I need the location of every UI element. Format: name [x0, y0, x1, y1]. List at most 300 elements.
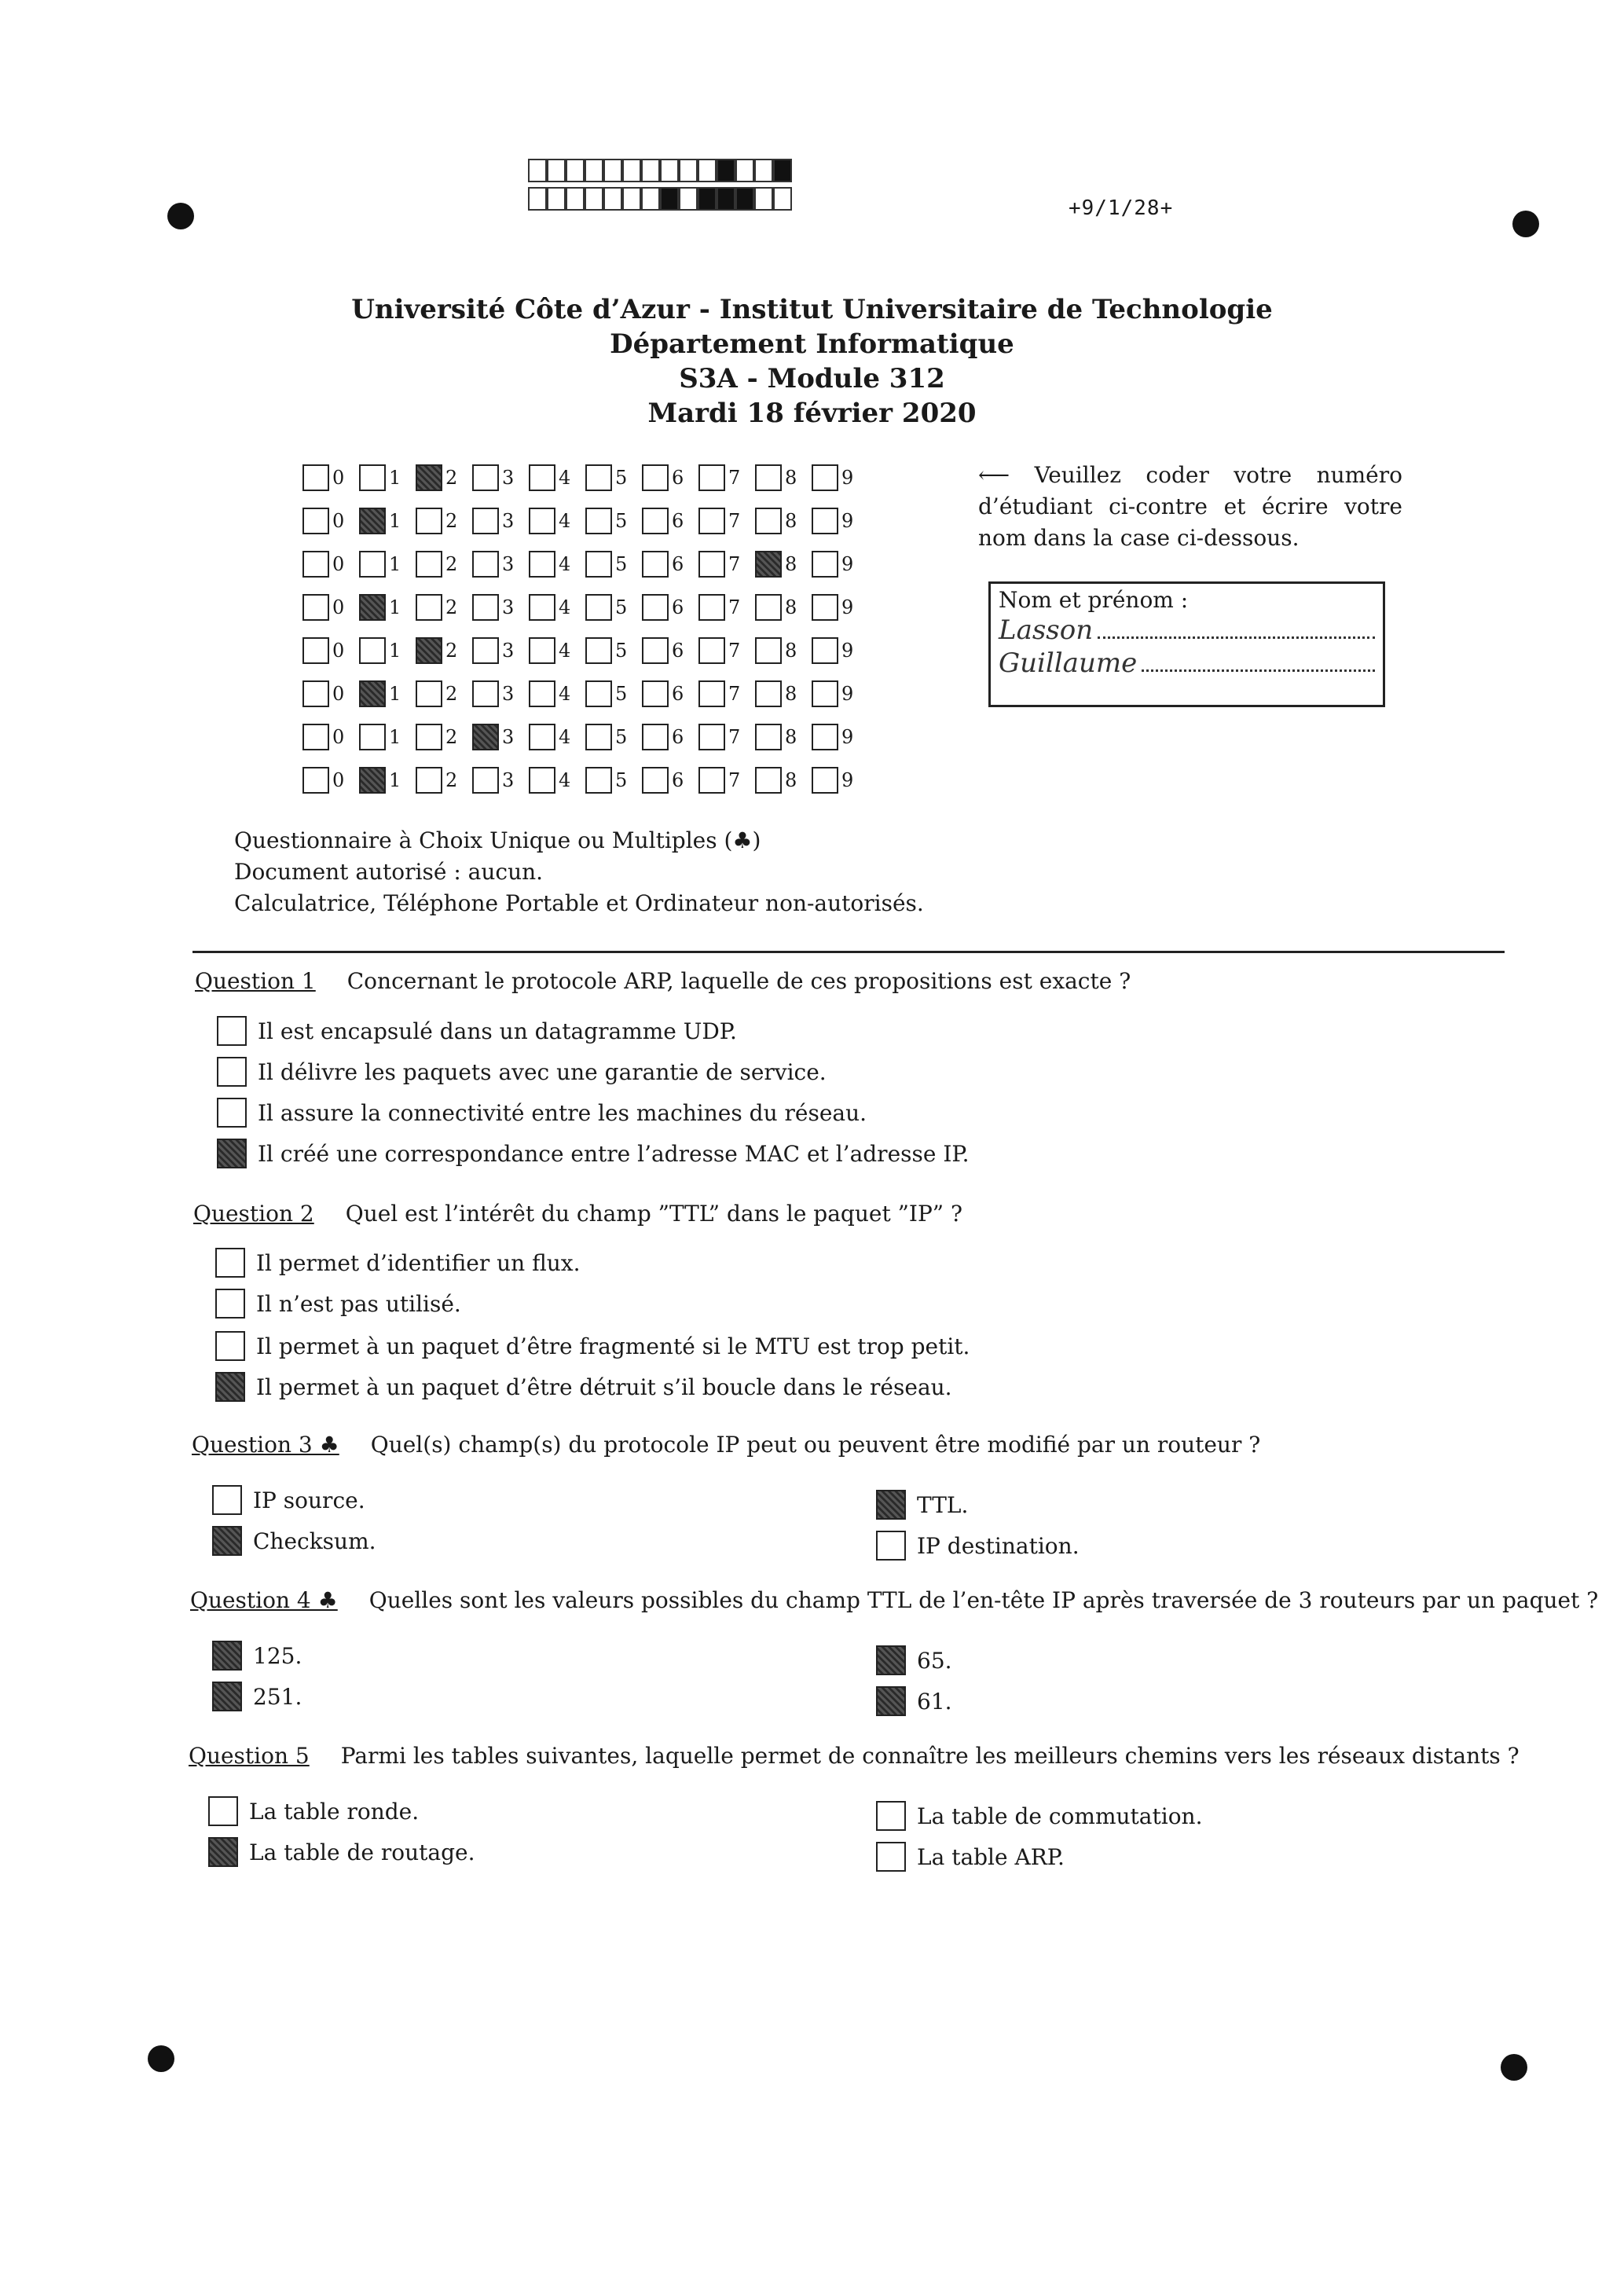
answer-option[interactable] [215, 1289, 461, 1319]
checkbox[interactable] [585, 508, 612, 534]
digit-label: 5 [615, 639, 628, 662]
checkbox[interactable] [529, 551, 555, 578]
digit-label: 5 [615, 552, 628, 575]
digit-label: 9 [841, 466, 854, 489]
checkbox-checked[interactable] [359, 594, 386, 621]
digit-label: 0 [332, 682, 345, 705]
checkbox[interactable] [585, 464, 612, 491]
checkbox-checked[interactable] [212, 1641, 242, 1671]
barcode-cell [698, 187, 717, 211]
instructions-text: Veuillez coder votre numéro d’étudiant ci-contre et écrire votre nom dans la case ci-dessous. [978, 462, 1402, 551]
id-digit-option [302, 767, 359, 794]
id-digit-option [472, 637, 529, 664]
digit-label: 4 [559, 639, 571, 662]
answer-text: La table de commutation. [917, 1803, 1203, 1829]
checkbox[interactable] [215, 1331, 245, 1361]
digit-label: 0 [332, 725, 345, 748]
name-box[interactable] [988, 581, 1385, 707]
checkbox[interactable] [302, 680, 329, 707]
checkbox[interactable] [812, 680, 838, 707]
answer-text: 125. [253, 1642, 302, 1669]
digit-label: 7 [728, 552, 741, 575]
barcode-cell [660, 159, 679, 182]
answer-option[interactable] [876, 1801, 1203, 1831]
digit-label: 8 [785, 639, 797, 662]
id-digit-option [416, 594, 472, 621]
digit-label: 2 [445, 725, 458, 748]
handwritten-first-name: Guillaume [999, 647, 1138, 679]
checkbox[interactable] [302, 594, 329, 621]
id-digit-option [812, 464, 868, 491]
answer-option[interactable] [215, 1372, 952, 1402]
checkbox[interactable] [212, 1485, 242, 1515]
digit-label: 9 [841, 509, 854, 532]
barcode-row-2 [528, 187, 792, 211]
digit-label: 7 [728, 509, 741, 532]
checkbox-checked[interactable] [208, 1837, 238, 1867]
question-4-header [190, 1587, 1598, 1613]
answer-option[interactable] [208, 1837, 475, 1867]
barcode-cell [528, 159, 547, 182]
digit-label: 4 [559, 466, 571, 489]
id-digit-option [529, 508, 585, 534]
id-digit-option [812, 637, 868, 664]
id-digit-row [302, 499, 868, 542]
checkbox[interactable] [755, 724, 782, 750]
checkbox-checked[interactable] [472, 724, 499, 750]
checkbox-checked[interactable] [416, 464, 442, 491]
digit-label: 1 [389, 768, 401, 791]
checkbox-checked[interactable] [416, 637, 442, 664]
question-label: Question 3 ♣ [192, 1432, 339, 1458]
checkbox[interactable] [302, 551, 329, 578]
answer-option[interactable] [215, 1248, 580, 1278]
id-digit-option [416, 637, 472, 664]
barcode-cell [735, 187, 754, 211]
id-digit-row [302, 542, 868, 585]
checkbox[interactable] [812, 724, 838, 750]
checkbox[interactable] [208, 1796, 238, 1826]
digit-label: 6 [672, 552, 684, 575]
checkbox[interactable] [416, 680, 442, 707]
id-digit-option [359, 637, 416, 664]
checkbox[interactable] [755, 594, 782, 621]
id-digit-option [585, 551, 642, 578]
checkbox[interactable] [812, 508, 838, 534]
digit-label: 1 [389, 725, 401, 748]
barcode-cell [773, 187, 792, 211]
digit-label: 3 [502, 725, 515, 748]
checkbox[interactable] [359, 724, 386, 750]
checkbox[interactable] [755, 680, 782, 707]
digit-label: 8 [785, 466, 797, 489]
answer-text: 65. [917, 1647, 952, 1674]
digit-label: 3 [502, 639, 515, 662]
id-digit-option [755, 594, 812, 621]
digit-label: 6 [672, 639, 684, 662]
digit-label: 1 [389, 639, 401, 662]
checkbox[interactable] [585, 637, 612, 664]
digit-label: 1 [389, 466, 401, 489]
digit-label: 1 [389, 682, 401, 705]
id-digit-option [416, 551, 472, 578]
checkbox[interactable] [416, 724, 442, 750]
answer-option[interactable] [217, 1057, 827, 1087]
checkbox-checked[interactable] [755, 551, 782, 578]
answer-option[interactable] [876, 1842, 1065, 1872]
id-digit-option [416, 464, 472, 491]
id-digit-option [812, 508, 868, 534]
digit-label: 3 [502, 596, 515, 618]
id-digit-option [529, 767, 585, 794]
checkbox[interactable] [812, 464, 838, 491]
answer-option[interactable] [876, 1490, 968, 1520]
checkbox[interactable] [359, 464, 386, 491]
name-line-1 [999, 614, 1375, 646]
checkbox[interactable] [698, 767, 725, 794]
barcode-cell [622, 159, 641, 182]
checkbox[interactable] [529, 637, 555, 664]
question-3-header [192, 1432, 1260, 1458]
barcode-cell [566, 187, 585, 211]
student-id-grid [302, 456, 868, 801]
answer-text: 61. [917, 1688, 952, 1715]
digit-label: 1 [389, 596, 401, 618]
checkbox[interactable] [698, 508, 725, 534]
checkbox-checked[interactable] [359, 508, 386, 534]
header-department: Département Informatique [610, 328, 1014, 360]
checkbox-checked[interactable] [215, 1372, 245, 1402]
digit-label: 1 [389, 509, 401, 532]
checkbox[interactable] [217, 1057, 247, 1087]
checkbox[interactable] [302, 637, 329, 664]
digit-label: 9 [841, 725, 854, 748]
answer-option[interactable] [212, 1526, 376, 1556]
id-digit-option [302, 594, 359, 621]
id-digit-option [529, 637, 585, 664]
checkbox[interactable] [472, 767, 499, 794]
checkbox[interactable] [215, 1248, 245, 1278]
checkbox[interactable] [755, 767, 782, 794]
id-digit-option [812, 551, 868, 578]
checkbox[interactable] [529, 680, 555, 707]
info-line-3: Calculatrice, Téléphone Portable et Ordinateur non-autorisés. [234, 890, 924, 916]
id-digit-option [359, 680, 416, 707]
answer-option[interactable] [208, 1796, 419, 1826]
answer-text: IP destination. [917, 1532, 1080, 1559]
id-digit-option [359, 508, 416, 534]
digit-label: 8 [785, 509, 797, 532]
checkbox[interactable] [472, 637, 499, 664]
checkbox[interactable] [416, 551, 442, 578]
digit-label: 5 [615, 466, 628, 489]
id-digit-option [755, 464, 812, 491]
digit-label: 2 [445, 466, 458, 489]
checkbox-checked[interactable] [359, 680, 386, 707]
digit-label: 8 [785, 725, 797, 748]
checkbox[interactable] [215, 1289, 245, 1319]
checkbox[interactable] [585, 767, 612, 794]
corner-mark-bottom-right [1501, 2054, 1527, 2081]
id-digit-option [812, 680, 868, 707]
checkbox[interactable] [698, 724, 725, 750]
checkbox[interactable] [529, 724, 555, 750]
id-digit-option [642, 637, 698, 664]
checkbox[interactable] [642, 464, 669, 491]
info-line-2: Document autorisé : aucun. [234, 859, 544, 885]
barcode-cell [660, 187, 679, 211]
checkbox[interactable] [876, 1842, 906, 1872]
barcode-cell [679, 187, 698, 211]
id-digit-option [416, 724, 472, 750]
checkbox[interactable] [302, 724, 329, 750]
id-digit-option [472, 508, 529, 534]
checkbox[interactable] [302, 767, 329, 794]
digit-label: 6 [672, 466, 684, 489]
id-digit-option [755, 551, 812, 578]
id-digit-option [302, 508, 359, 534]
answer-text: La table ronde. [249, 1798, 420, 1825]
dotted-line [1098, 636, 1375, 639]
checkbox[interactable] [472, 680, 499, 707]
question-text: Quel(s) champ(s) du protocole IP peut ou peuvent être modifié par un routeur ? [370, 1432, 1261, 1458]
checkbox[interactable] [755, 637, 782, 664]
checkbox-checked[interactable] [212, 1526, 242, 1556]
id-digit-option [755, 637, 812, 664]
answer-option[interactable] [876, 1686, 952, 1716]
digit-label: 2 [445, 682, 458, 705]
checkbox[interactable] [585, 680, 612, 707]
checkbox[interactable] [698, 680, 725, 707]
checkbox[interactable] [416, 767, 442, 794]
barcode-row-1 [528, 159, 792, 182]
checkbox[interactable] [698, 594, 725, 621]
id-digit-option [755, 767, 812, 794]
arrow-left-icon: ⟵ [978, 462, 1010, 488]
checkbox[interactable] [642, 680, 669, 707]
barcode-cell [773, 159, 792, 182]
checkbox-checked[interactable] [876, 1686, 906, 1716]
answer-text: Il permet à un paquet d’être fragmenté si le MTU est trop petit. [256, 1333, 970, 1359]
digit-label: 7 [728, 639, 741, 662]
id-digit-option [472, 724, 529, 750]
answer-option[interactable] [215, 1331, 970, 1361]
checkbox-checked[interactable] [359, 767, 386, 794]
barcode-cell [717, 159, 735, 182]
id-digit-option [585, 594, 642, 621]
digit-label: 0 [332, 466, 345, 489]
checkbox[interactable] [585, 594, 612, 621]
checkbox[interactable] [755, 508, 782, 534]
barcode-cell [754, 159, 773, 182]
answer-text: Checksum. [253, 1528, 376, 1554]
barcode-cell [754, 187, 773, 211]
id-digit-row [302, 585, 868, 629]
checkbox[interactable] [529, 767, 555, 794]
digit-label: 4 [559, 682, 571, 705]
digit-label: 9 [841, 596, 854, 618]
answer-text: Il permet d’identifier un flux. [256, 1249, 581, 1276]
answer-text: Il permet à un paquet d’être détruit s’il boucle dans le réseau. [256, 1374, 952, 1400]
checkbox-checked[interactable] [876, 1645, 906, 1675]
digit-label: 8 [785, 682, 797, 705]
name-label: Nom et prénom : [999, 587, 1189, 613]
checkbox[interactable] [698, 637, 725, 664]
checkbox[interactable] [472, 594, 499, 621]
checkbox[interactable] [585, 551, 612, 578]
id-digit-option [642, 680, 698, 707]
id-digit-option [529, 464, 585, 491]
id-digit-option [416, 680, 472, 707]
answer-text: La table de routage. [249, 1839, 475, 1865]
checkbox[interactable] [416, 508, 442, 534]
checkbox-checked[interactable] [876, 1490, 906, 1520]
id-digit-option [642, 594, 698, 621]
checkbox[interactable] [359, 551, 386, 578]
id-instructions [978, 460, 1402, 554]
id-digit-option [529, 594, 585, 621]
checkbox[interactable] [642, 724, 669, 750]
answer-text: Il n’est pas utilisé. [256, 1290, 461, 1317]
id-digit-option [302, 680, 359, 707]
id-digit-option [585, 767, 642, 794]
separator-line [192, 951, 1505, 953]
digit-label: 9 [841, 552, 854, 575]
checkbox[interactable] [812, 767, 838, 794]
question-5-header [189, 1743, 1520, 1769]
corner-mark-top-right [1512, 211, 1539, 237]
checkbox-checked[interactable] [212, 1682, 242, 1711]
id-digit-option [585, 680, 642, 707]
checkbox[interactable] [472, 464, 499, 491]
exam-info [234, 825, 924, 919]
checkbox[interactable] [302, 464, 329, 491]
digit-label: 9 [841, 682, 854, 705]
answer-option[interactable] [212, 1641, 302, 1671]
id-digit-row [302, 672, 868, 715]
digit-label: 6 [672, 682, 684, 705]
checkbox[interactable] [642, 551, 669, 578]
handwritten-last-name: Lasson [999, 614, 1094, 646]
id-digit-row [302, 758, 868, 801]
id-digit-option [585, 464, 642, 491]
checkbox[interactable] [812, 551, 838, 578]
id-digit-option [698, 767, 755, 794]
checkbox[interactable] [876, 1801, 906, 1831]
id-digit-option [585, 724, 642, 750]
id-digit-option [698, 508, 755, 534]
id-digit-option [359, 767, 416, 794]
checkbox[interactable] [529, 464, 555, 491]
question-text: Parmi les tables suivantes, laquelle permet de connaître les meilleurs chemins vers les réseaux distants ? [340, 1743, 1520, 1769]
info-line-1: Questionnaire à Choix Unique ou Multiples (♣) [234, 827, 761, 853]
checkbox[interactable] [585, 724, 612, 750]
digit-label: 7 [728, 725, 741, 748]
checkbox[interactable] [217, 1098, 247, 1128]
digit-label: 5 [615, 682, 628, 705]
id-digit-option [698, 594, 755, 621]
question-2-header [193, 1201, 962, 1227]
digit-label: 6 [672, 509, 684, 532]
checkbox[interactable] [876, 1531, 906, 1561]
id-digit-option [642, 464, 698, 491]
checkbox[interactable] [812, 637, 838, 664]
question-label: Question 4 ♣ [190, 1587, 338, 1613]
digit-label: 4 [559, 552, 571, 575]
checkbox[interactable] [472, 551, 499, 578]
answer-option[interactable] [212, 1485, 365, 1515]
answer-option[interactable] [217, 1016, 737, 1046]
id-digit-option [812, 767, 868, 794]
answer-option[interactable] [217, 1098, 867, 1128]
checkbox[interactable] [529, 594, 555, 621]
digit-label: 0 [332, 768, 345, 791]
answer-text: Il délivre les paquets avec une garantie de service. [258, 1058, 827, 1085]
barcode-cell [735, 159, 754, 182]
id-digit-option [642, 724, 698, 750]
answer-option[interactable] [212, 1682, 302, 1711]
digit-label: 3 [502, 509, 515, 532]
answer-text: TTL. [917, 1491, 969, 1518]
checkbox[interactable] [642, 637, 669, 664]
checkbox-checked[interactable] [217, 1139, 247, 1168]
checkbox[interactable] [642, 508, 669, 534]
digit-label: 8 [785, 768, 797, 791]
digit-label: 5 [615, 596, 628, 618]
barcode-cell [603, 187, 622, 211]
digit-label: 5 [615, 768, 628, 791]
checkbox[interactable] [642, 594, 669, 621]
id-digit-option [642, 551, 698, 578]
checkbox[interactable] [698, 551, 725, 578]
digit-label: 9 [841, 768, 854, 791]
id-digit-option [698, 724, 755, 750]
barcode-cell [698, 159, 717, 182]
digit-label: 2 [445, 639, 458, 662]
id-digit-option [472, 767, 529, 794]
checkbox[interactable] [698, 464, 725, 491]
id-digit-option [642, 767, 698, 794]
checkbox[interactable] [812, 594, 838, 621]
dotted-line [1142, 669, 1375, 672]
barcode-cell [603, 159, 622, 182]
checkbox[interactable] [642, 767, 669, 794]
checkbox[interactable] [217, 1016, 247, 1046]
answer-option[interactable] [876, 1531, 1080, 1561]
digit-label: 0 [332, 552, 345, 575]
checkbox[interactable] [302, 508, 329, 534]
checkbox[interactable] [359, 637, 386, 664]
digit-label: 3 [502, 552, 515, 575]
checkbox[interactable] [416, 594, 442, 621]
answer-option[interactable] [217, 1139, 969, 1168]
id-digit-option [755, 508, 812, 534]
id-digit-option [529, 724, 585, 750]
checkbox[interactable] [529, 508, 555, 534]
id-digit-option [529, 551, 585, 578]
corner-mark-top-left [167, 203, 194, 229]
answer-option[interactable] [876, 1645, 952, 1675]
checkbox[interactable] [472, 508, 499, 534]
answer-text: Il créé une correspondance entre l’adresse MAC et l’adresse IP. [258, 1140, 970, 1167]
checkbox[interactable] [755, 464, 782, 491]
id-digit-option [302, 724, 359, 750]
id-digit-option [359, 594, 416, 621]
id-digit-option [416, 508, 472, 534]
id-digit-option [302, 464, 359, 491]
id-digit-option [472, 680, 529, 707]
id-digit-row [302, 456, 868, 499]
